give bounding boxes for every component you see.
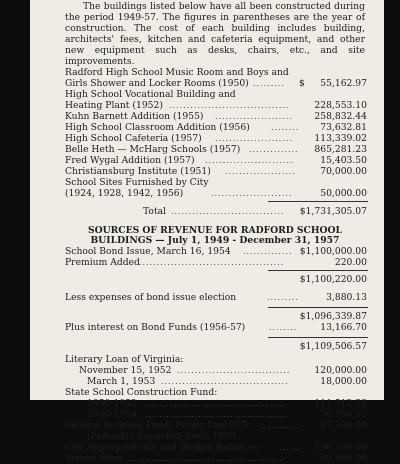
building-label: (1924, 1928, 1942, 1956): [65, 188, 184, 199]
subtotal-amount: $1,096,339.87: [299, 311, 367, 322]
dot-leader: ....................................: [161, 377, 289, 386]
federal-label: (Federally Impacted Area) 1955: [87, 431, 236, 442]
currency-symbol: $: [299, 78, 305, 89]
dot-leader: ........................................: [145, 410, 287, 419]
city-appropriations-row: [65, 442, 367, 453]
dot-leader: ...........: [261, 421, 300, 430]
intro-text: The buildings listed below have all been constructed during the period 1949-57. The figures in parentheses are the year of construction. The cost of each building includes building, architects' fees, kitchen and cafeteria equipment, and other new equipment such as desks, chairs, etc., and site improvements.: [65, 1, 365, 68]
source-label: Less expenses of bond issue election: [65, 292, 237, 303]
dot-leader: .........................................: [139, 258, 285, 267]
building-label: Fred Wygal Addition (1957): [65, 155, 195, 166]
building-row-4: [65, 122, 367, 133]
building-amount: 50,000.00: [320, 188, 367, 199]
dot-leader: ......: [279, 443, 301, 452]
dot-leader: ............................................: [127, 454, 283, 463]
building-label: School Sites Furnished by City: [65, 177, 209, 188]
building-label: Radford High School Music Room and Boys and: [65, 67, 289, 78]
construction-amount: 76,796.03: [320, 409, 367, 420]
construction-amount: 111,512.38: [314, 398, 367, 409]
building-row-3: [65, 111, 367, 122]
bond-expenses-row: [65, 292, 367, 303]
intro-paragraph: [65, 1, 365, 68]
dot-leader: ........................................: [145, 399, 287, 408]
dot-leader: .........: [267, 293, 299, 302]
subtotal-row-3: [65, 341, 367, 352]
dot-leader: ........: [269, 323, 298, 332]
building-amount: 15,403.50: [320, 155, 367, 166]
subtotal-rule: [268, 307, 368, 308]
building-amount: 228,553.10: [314, 100, 367, 111]
school-sites-row: [65, 453, 367, 464]
building-label: Girls Shower and Locker Rooms (1950): [65, 78, 249, 89]
dot-leader: ..................................: [169, 101, 290, 110]
sites-amount: 50,000.00: [320, 453, 367, 464]
source-label: Premium Added: [65, 257, 140, 268]
loan-date: November 15, 1952: [79, 365, 172, 376]
city-label: City Appropriations and Budget Balances: [65, 442, 259, 453]
construction-heading-row: [65, 387, 367, 398]
dot-leader: ..............: [249, 145, 299, 154]
dot-leader: ................................: [171, 207, 285, 216]
federal-amount: 47,386.00: [320, 420, 367, 431]
dot-leader: ........: [271, 123, 300, 132]
source-amount: 3,880.13: [326, 292, 367, 303]
dot-leader: ....................: [225, 167, 296, 176]
construction-row-1: [65, 398, 367, 409]
building-row-2-line-1: [65, 89, 367, 100]
source-amount: $1,100,000.00: [299, 246, 367, 257]
federal-row-line-2: [65, 431, 367, 442]
loan-row-1: [65, 365, 367, 376]
dot-leader: .........................: [205, 156, 294, 165]
building-row-2-line-2: [65, 100, 367, 111]
building-label: High School Cafeteria (1957): [65, 133, 202, 144]
building-row-8: [65, 166, 367, 177]
building-row-7: [65, 155, 367, 166]
source-label: Plus interest on Bond Funds (1956-57): [65, 322, 246, 333]
building-label: Heating Plant (1952): [65, 100, 163, 111]
loan-amount: 18,000.00: [320, 376, 367, 387]
subtotal-rule: [268, 337, 368, 338]
building-row-1-line-2: [65, 78, 367, 89]
subtotal-amount: $1,100,220.00: [299, 274, 367, 285]
loan-date: March 1, 1953: [87, 376, 156, 387]
construction-period: 1950-1952: [87, 398, 137, 409]
building-amount: 70,000.00: [320, 166, 367, 177]
buildings-total-row: [65, 206, 367, 217]
federal-label: Federal Building Fund, Public Law 815: [65, 420, 248, 431]
building-amount: 113,339.02: [314, 133, 367, 144]
building-amount: 73,632.81: [320, 122, 367, 133]
building-amount: 865,281.23: [314, 144, 367, 155]
literary-loan-heading: Literary Loan of Virginia:: [65, 354, 184, 365]
construction-period: 1950-1954: [87, 409, 137, 420]
loan-row-2: [65, 376, 367, 387]
sources-heading-line-2: BUILDINGS — July 1, 1949 - December 31, 1957: [90, 235, 340, 246]
sites-label: School Sites: [65, 453, 123, 464]
dot-leader: ......................: [215, 134, 293, 143]
sources-heading-line-1: SOURCES OF REVENUE FOR RADFORD SCHOOL: [87, 225, 343, 236]
loan-amount: 120,000.00: [314, 365, 367, 376]
subtotal-amount: $1,109,506.57: [299, 341, 367, 352]
building-row-6: [65, 144, 367, 155]
dot-leader: ................................: [177, 366, 291, 375]
subtotal-rule: [268, 201, 368, 202]
construction-heading: State School Construction Fund:: [65, 387, 218, 398]
federal-row-line-1: [65, 420, 367, 431]
construction-row-2: [65, 409, 367, 420]
building-label: Belle Heth — McHarg Schools (1957): [65, 144, 241, 155]
total-amount: $1,731,305.07: [299, 206, 367, 217]
subtotal-row-1: [65, 274, 367, 285]
dot-leader: .........: [253, 79, 285, 88]
building-row-1-line-1: [65, 67, 367, 78]
building-amount: 258,832.44: [314, 111, 367, 122]
dot-leader: .......................: [211, 189, 293, 198]
subtotal-rule: [268, 270, 368, 271]
dot-leader: ......................: [215, 112, 293, 121]
interest-row: [65, 322, 367, 333]
building-row-9-line-2: [65, 188, 367, 199]
document-page: [30, 0, 384, 464]
building-label: Christiansburg Institute (1951): [65, 166, 211, 177]
premium-row: [65, 257, 367, 268]
building-label: High School Classroom Addition (1956): [65, 122, 250, 133]
building-label: Kuhn Barnett Addition (1955): [65, 111, 204, 122]
city-amount: 198,104.09: [314, 442, 367, 453]
source-label: School Bond Issue, March 16, 1954: [65, 246, 231, 257]
subtotal-row-2: [65, 311, 367, 322]
building-row-5: [65, 133, 367, 144]
building-amount: 55,162.97: [320, 78, 367, 89]
literary-loan-heading-row: [65, 354, 367, 365]
source-amount: 13,166.70: [320, 322, 367, 333]
source-amount: 220.00: [334, 257, 367, 268]
total-label: Total: [143, 206, 167, 217]
bond-issue-row: [65, 246, 367, 257]
building-row-9-line-1: [65, 177, 367, 188]
dot-leader: ..............: [243, 247, 293, 256]
building-label: High School Vocational Building and: [65, 89, 236, 100]
